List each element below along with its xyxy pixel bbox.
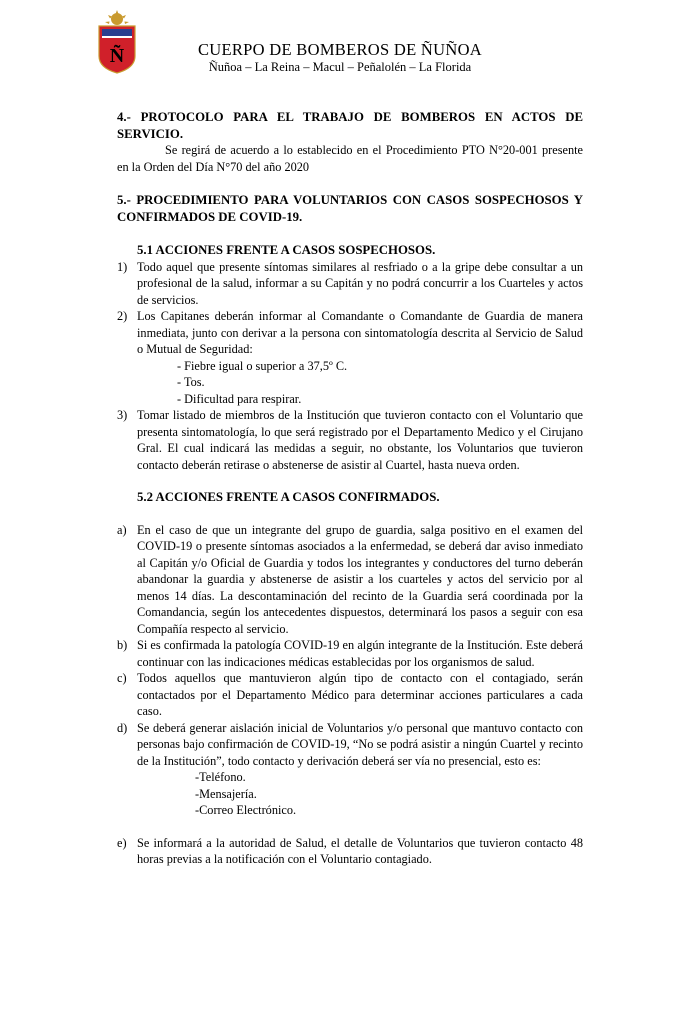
list-item-text: Todos aquellos que mantuvieron algún tipo de contacto con el contagiado, serán contactados por el Departamento Médico para determinar acciones particulares a cada caso. [137,671,583,718]
section-4-title: 4.- PROTOCOLO PARA EL TRABAJO DE BOMBEROS EN ACTOS DE SERVICIO. [117,110,583,141]
symptom-item: - Tos. [177,375,205,389]
section-5-title: 5.- PROCEDIMIENTO PARA VOLUNTARIOS CON CASOS SOSPECHOSOS Y CONFIRMADOS DE COVID-19. [117,193,583,224]
list-item-text: Tomar listado de miembros de la Institución que tuvieron contacto con el Voluntario que presenta sintomatología, lo que será registrado por el Departamento Medico y el Cirujano Gral. El cual indicará las medidas a seguir, no obstante, los Voluntarios que tuvieron contacto deberán retirase o abstenerse de asistir al Cuartel, hasta nueva orden. [137,408,583,472]
emblem-letter: Ñ [109,45,125,67]
list-marker: c) [117,671,127,685]
list-item-text: Los Capitanes deberán informar al Comandante o Comandante de Guardia de manera inmediata, junto con derivar a la persona con sintomatología descrita al Servicio de Salud o Mutual de Seguridad: [137,309,583,356]
list-item-text: Todo aquel que presente síntomas similares al resfriado o a la gripe debe consultar a un profesional de la salud, informar a su Capitán y no podrá concurrir a los Cuarteles y actos de servicios. [137,259,583,307]
list-marker: b) [117,638,128,652]
list-marker: 3) [117,408,128,422]
list-marker: d) [117,720,128,735]
subsection-5-2-title: 5.2 ACCIONES FRENTE A CASOS CONFIRMADOS. [137,490,440,504]
fire-department-emblem-icon [97,10,137,74]
document-body [117,109,583,868]
confirmed-cases-list [117,522,583,868]
suspected-cases-list [117,259,583,474]
list-item [117,522,583,638]
list-item-text: Se deberá generar aislación inicial de Voluntarios y/o personal que mantuvo contacto con personas bajo confirmación de COVID-19, “No se podrá asistir a ningún Cuartel y recinto de la Institución”, todo contacto y derivación deberá ser vía no presencial, esto es: [137,720,583,768]
list-item [117,670,583,720]
organization-name: CUERPO DE BOMBEROS DE ÑUÑOA [197,40,483,59]
contact-channel-item: -Correo Electrónico. [195,803,297,817]
list-item [117,720,583,819]
list-marker: 2) [117,309,128,323]
contact-channel-item: -Teléfono. [195,770,246,784]
list-item [117,259,583,309]
subsection-5-1-title: 5.1 ACCIONES FRENTE A CASOS SOSPECHOSOS. [137,243,436,257]
list-marker: e) [117,835,127,850]
list-marker: a) [117,522,127,537]
list-item [117,407,583,473]
organization-communes: Ñuñoa – La Reina – Macul – Peñalolén – La Florida [208,60,472,74]
list-item [117,835,583,868]
contact-channel-item: -Mensajería. [195,786,257,801]
symptom-item: - Fiebre igual o superior a 37,5º C. [177,358,348,373]
list-item-text: Se informará a la autoridad de Salud, el detalle de Voluntarios que tuvieron contacto 48 horas previas a la notificación con el Voluntario contagiado. [137,835,583,866]
list-item [117,308,583,407]
section-4-text: Se regirá de acuerdo a lo establecido en el Procedimiento PTO N°20-001 presente en la Orden del Día N°70 del año 2020 [117,143,583,174]
list-item [117,637,583,670]
list-item-text: En el caso de que un integrante del grupo de guardia, salga positivo en el examen del COVID-19 o presente síntomas asociados a la enfermedad, se deberá dar aviso inmediato al Capitán y/o Oficial de Guardia y todos los integrantes y conductores del turno deberán abandonar la guardia y abstenerse de asistir a los cuarteles y actos del servicio por al menos 14 días. La descontaminación del recinto de la Guardia será coordinada por la Comandancia, según los antecedentes dispuestos, determinará los pasos a seguir con esa Compañía respecto al servicio. [137,522,583,636]
symptom-item: - Dificultad para respirar. [177,391,302,406]
list-marker: 1) [117,259,128,274]
list-item-text: Si es confirmada la patología COVID-19 en algún integrante de la Institución. Este deberá continuar con las indicaciones médicas establecidas por los organismos de salud. [137,638,583,669]
